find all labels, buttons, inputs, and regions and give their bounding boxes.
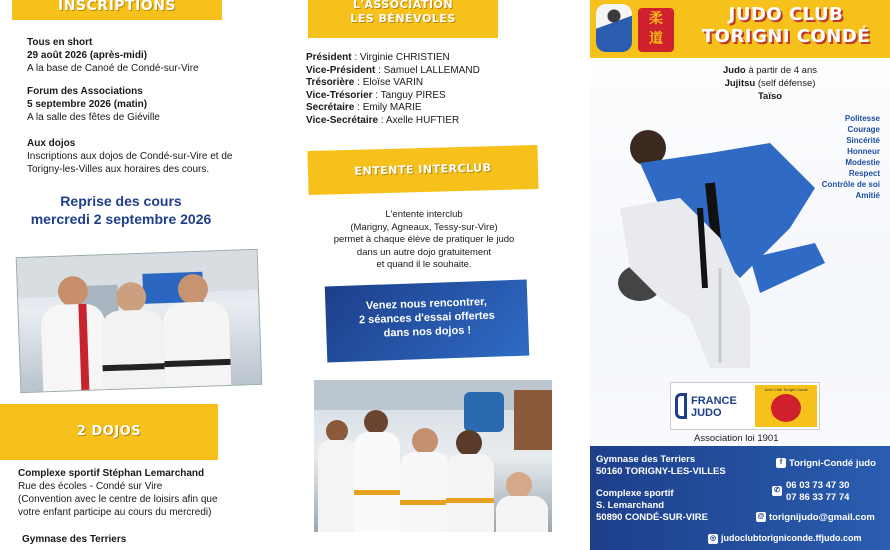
- judo-age: à partir de 4 ans: [748, 65, 817, 76]
- value-item: Contrôle de soi: [821, 180, 880, 189]
- jujitsu-line: [690, 77, 850, 90]
- two-dojos-banner: [0, 404, 218, 460]
- facebook-icon: f: [776, 458, 786, 468]
- short-place: A la base de Canoé de Condé-sur-Vire: [27, 63, 199, 74]
- entente-text: [290, 209, 558, 272]
- board-role: Secrétaire: [306, 102, 355, 113]
- board-name: : Axelle HUFTIER: [378, 114, 460, 126]
- dojos-title: Aux dojos: [27, 138, 76, 149]
- judo-word: Judo: [723, 65, 746, 76]
- gym1-line1: Gymnase des Terriers: [596, 454, 696, 465]
- dojos-text: Inscriptions aux dojos de Condé-sur-Vire et de Torigny-les-Villes aux horaires des cours.: [27, 151, 233, 175]
- forum-date: 5 septembre 2026 (matin): [27, 99, 148, 110]
- board-member: [306, 52, 480, 65]
- inscriptions-banner: [12, 0, 222, 20]
- board-member: [306, 77, 480, 90]
- board-member: [306, 90, 480, 103]
- taiso: Taïso: [757, 91, 783, 102]
- contact-footer: [590, 446, 890, 550]
- column-association: [290, 0, 580, 550]
- board-member: [306, 102, 480, 115]
- complexe-address: Rue des écoles - Condé sur Vire: [18, 481, 163, 492]
- club-badge-text: Judo Club Torigni Condé: [764, 387, 808, 392]
- value-item: Respect: [848, 169, 880, 178]
- association-status: Association loi 1901: [694, 433, 779, 444]
- partner-logos: [670, 382, 820, 430]
- short-date: 29 août 2026 (après-midi): [27, 50, 148, 61]
- value-item: Courage: [847, 125, 880, 134]
- judokas-photo: [16, 249, 263, 393]
- facebook-label: Torigni-Condé judo: [789, 458, 876, 469]
- gym2-line1: Complexe sportif: [596, 488, 674, 499]
- forum-place: A la salle des fêtes de Giéville: [27, 112, 160, 123]
- gym1-line2: 50160 TORIGNY-LES-VILLES: [596, 466, 726, 477]
- email-link[interactable]: [756, 512, 875, 524]
- club-badge: [755, 385, 817, 427]
- board-name: : Virginie CHRISTIEN: [351, 52, 450, 63]
- entente-line3: permet à chaque élève de pratiquer le judo: [333, 234, 515, 245]
- entente-title: ENTENTE INTERCLUB: [354, 161, 492, 178]
- promo-box: [325, 279, 530, 362]
- club-name: [686, 0, 886, 56]
- judoka-logo-icon: [596, 4, 632, 52]
- reprise-line1: Reprise des cours: [60, 193, 182, 209]
- entente-line2: (Marigny, Agneaux, Tessy-sur-Vire): [350, 221, 498, 233]
- website-link[interactable]: [708, 532, 861, 544]
- board-member: [306, 65, 480, 78]
- email-label: torignijudo@gmail.com: [769, 512, 875, 523]
- france-judo-logo: [675, 389, 749, 425]
- reprise-line2: mercredi 2 septembre 2026: [30, 211, 212, 227]
- board-role: Vice-Secrétaire: [306, 114, 379, 126]
- value-item: Amitié: [855, 191, 880, 200]
- club-name-line1: JUDO CLUB: [728, 4, 844, 25]
- short-title: Tous en short: [27, 37, 93, 48]
- entente-line5: et quand il le souhaite.: [376, 259, 472, 270]
- kids-photo: [314, 380, 552, 532]
- jujitsu-word: Jujitsu: [724, 78, 756, 89]
- board-role: Président: [306, 52, 352, 63]
- ffj-line2: JUDO: [691, 407, 722, 419]
- board-name: : Samuel LALLEMAND: [375, 64, 480, 76]
- email-icon: @: [757, 513, 765, 521]
- ffj-line1: FRANCE: [691, 395, 737, 407]
- board-role: Trésorière: [306, 77, 355, 88]
- gym2-line2: S. Lemarchand: [596, 500, 665, 511]
- two-dojos-title: 2 DOJOS: [76, 424, 142, 439]
- entente-line4: dans un autre dojo gratuitement: [356, 246, 492, 258]
- facebook-link[interactable]: [776, 458, 876, 470]
- promo-line2: 2 séances d'essai offertes: [358, 309, 496, 327]
- club-name-line2: TORIGNI CONDÉ: [701, 26, 871, 47]
- inscriptions-title: INSCRIPTIONS: [58, 0, 176, 14]
- kanji-seal-icon: 柔 道: [638, 8, 674, 52]
- complexe-note: (Convention avec le centre de loisirs afin que votre enfant participe au cours du mercredi): [18, 494, 218, 518]
- value-item: Honneur: [847, 147, 880, 156]
- phone-block[interactable]: [774, 480, 850, 504]
- entente-line1: L'entente interclub: [385, 209, 463, 220]
- forum-title: Forum des Associations: [27, 86, 143, 97]
- phone-icon: ✆: [772, 486, 782, 496]
- club-badge-icon: [771, 394, 801, 422]
- reprise-block: [0, 192, 242, 228]
- club-logo: [596, 2, 678, 56]
- terriers-title: Gymnase des Terriers: [22, 534, 127, 545]
- phone2: 07 86 33 77 74: [786, 492, 850, 503]
- board-name: : Emily MARIE: [354, 102, 422, 113]
- jujitsu-note: (self défense): [757, 78, 816, 89]
- value-item: Modestie: [845, 158, 880, 167]
- board-list: [306, 52, 480, 127]
- board-name: : Eloïse VARIN: [354, 77, 424, 88]
- values-list: [822, 113, 880, 201]
- globe-icon: ◎: [709, 534, 717, 542]
- phone1: 06 03 73 47 30: [786, 480, 850, 491]
- board-role: Vice-Président: [306, 64, 376, 76]
- website-label: judoclubtorigniconde.ffjudo.com: [721, 533, 862, 543]
- column-inscriptions: [0, 0, 290, 550]
- association-title-line1: L'ASSOCIATION: [352, 0, 454, 11]
- promo-line3: dans nos dojos !: [383, 324, 472, 340]
- association-banner: [308, 0, 498, 38]
- disciplines: [690, 64, 850, 103]
- promo-line1: Venez nous rencontrer,: [365, 295, 488, 313]
- judo-line: [690, 64, 850, 77]
- complexe-title: Complexe sportif Stéphan Lemarchand: [18, 468, 205, 479]
- board-role: Vice-Trésorier: [306, 89, 373, 101]
- ffj-icon: [675, 393, 687, 419]
- value-item: Sincérité: [846, 136, 880, 145]
- association-title-line2: LES BÉNÉVOLES: [350, 12, 456, 25]
- gym2-line3: 50890 CONDÉ-SUR-VIRE: [596, 512, 708, 523]
- judo-throw-illustration: [600, 118, 840, 388]
- board-name: : Tanguy PIRES: [372, 89, 446, 101]
- board-member: [306, 115, 480, 128]
- value-item: Politesse: [844, 114, 880, 123]
- entente-banner: [307, 145, 538, 195]
